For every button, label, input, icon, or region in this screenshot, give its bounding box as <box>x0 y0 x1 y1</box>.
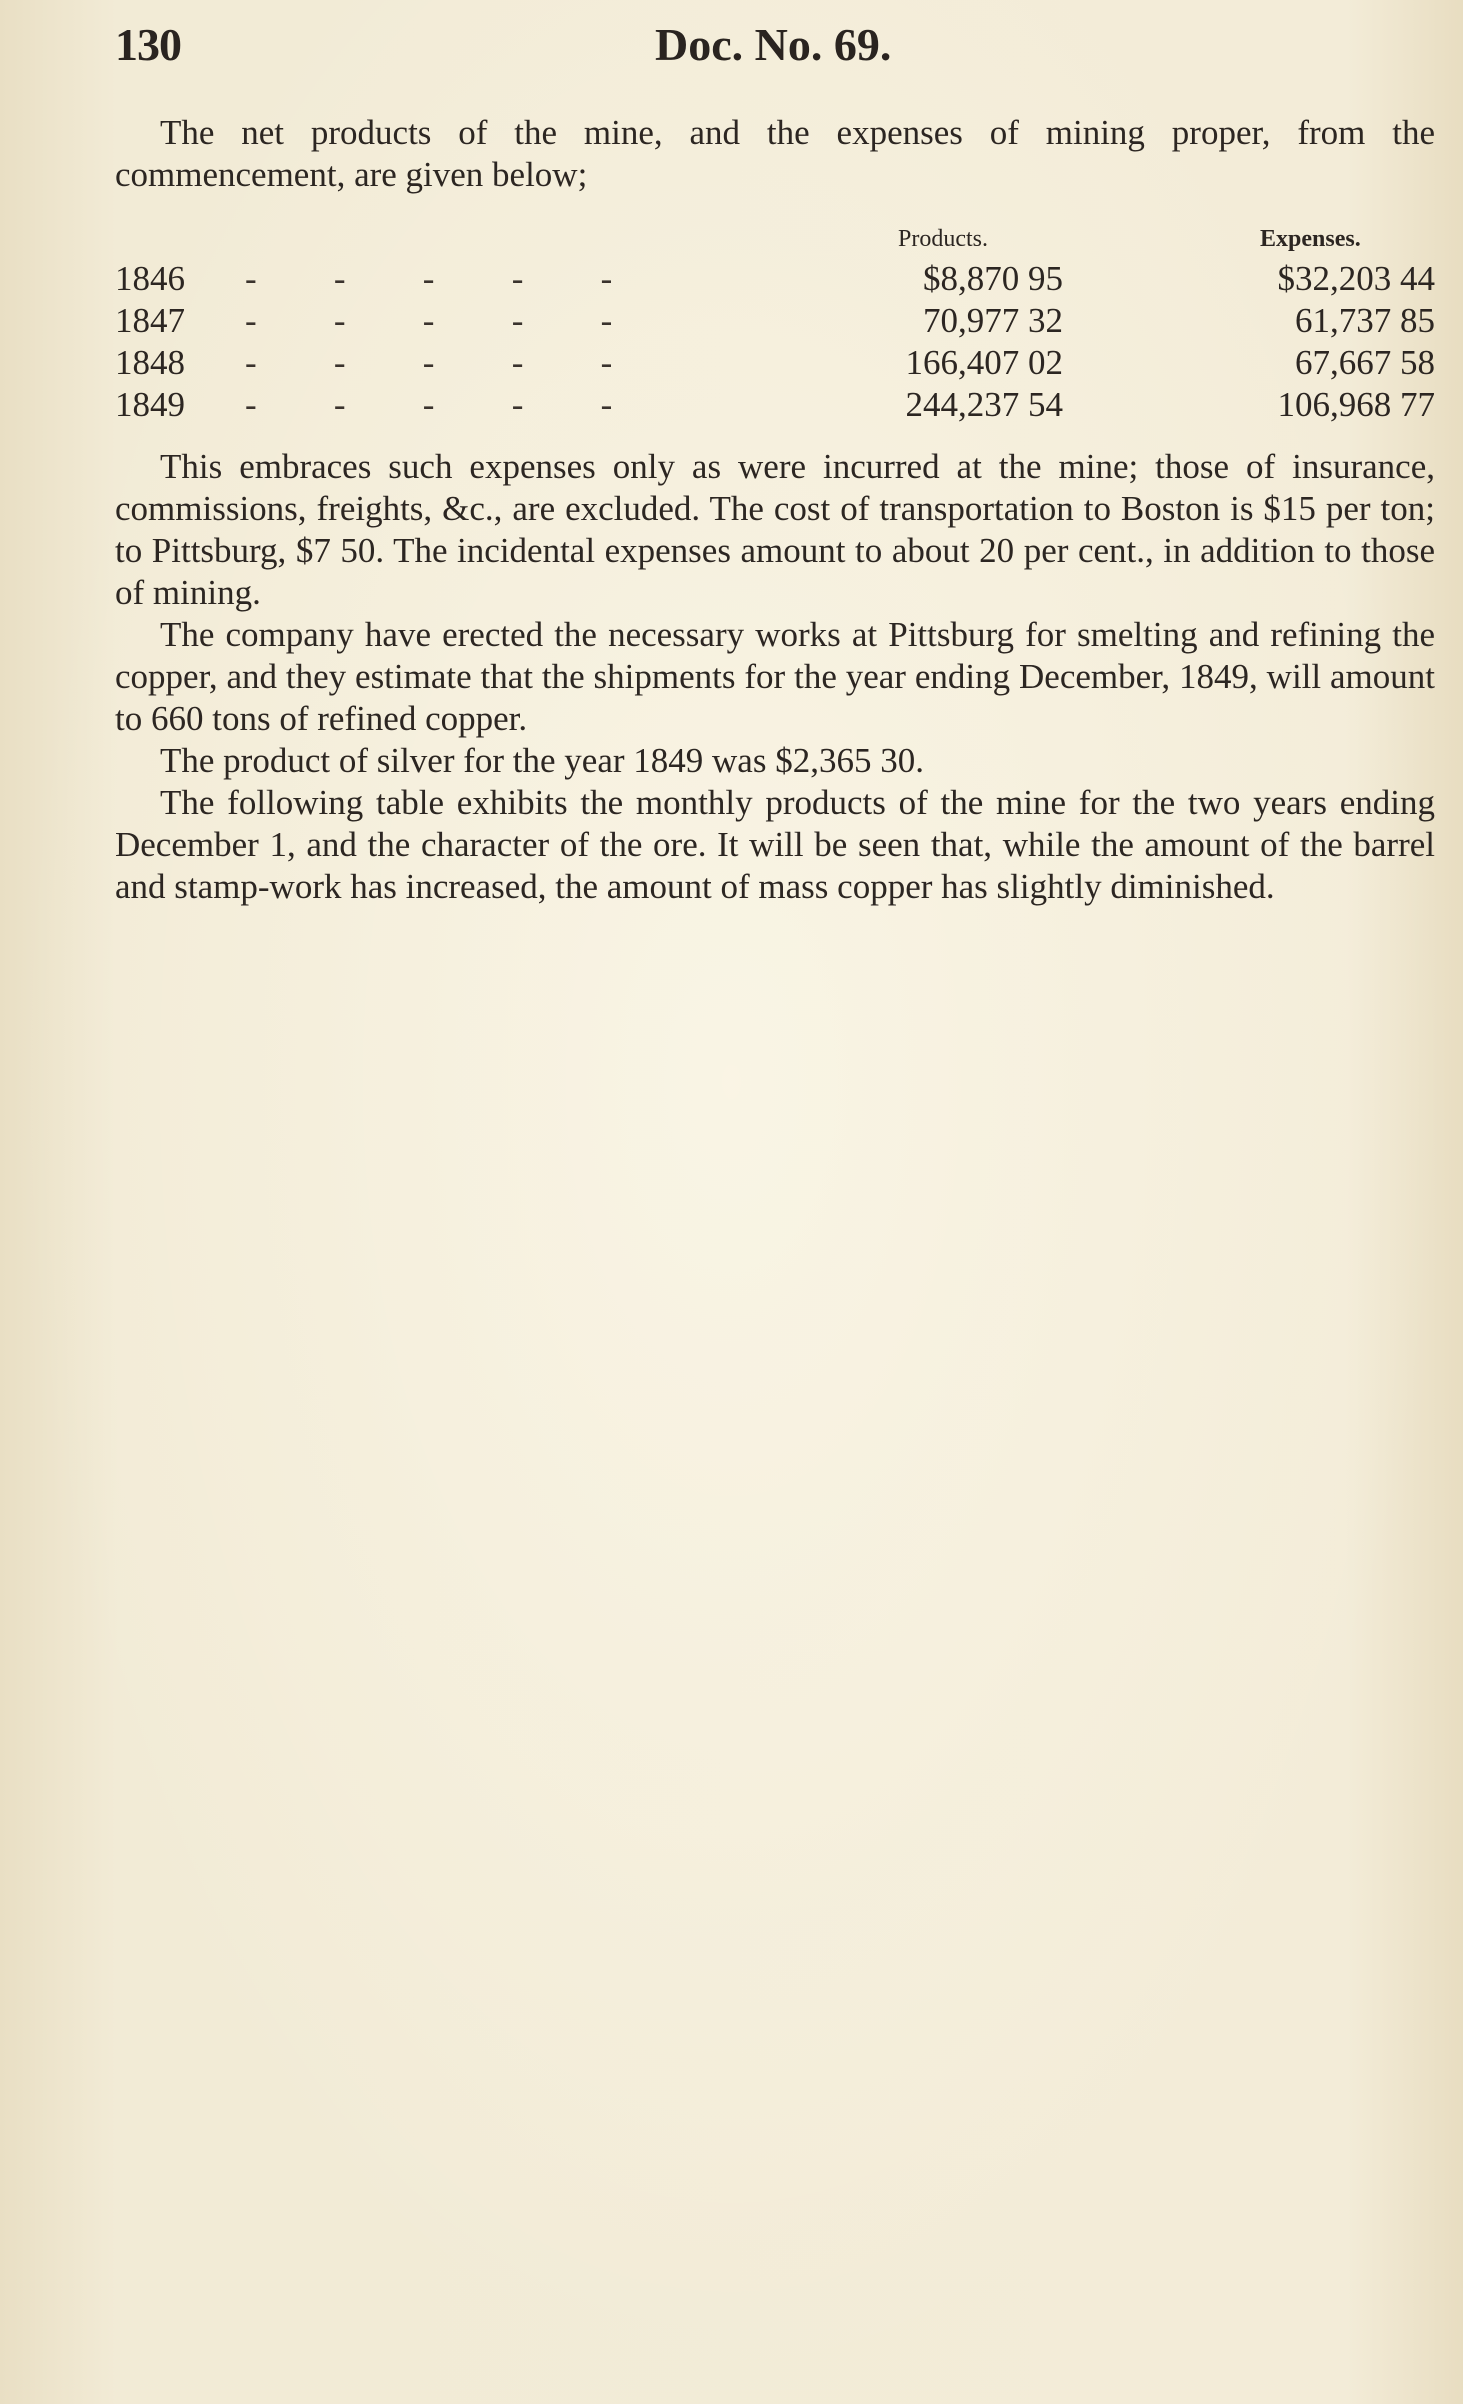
table-row <box>115 342 1435 384</box>
paragraph: The company have erected the necessary works at Pittsburg for smelting and refining the copper, and they estimate that the shipments for the year ending December, 1849, will amount to 660 tons of refined copper. <box>115 615 1435 738</box>
column-header-products: Products. <box>898 226 988 252</box>
products-cell: $8,870 95 <box>923 259 1063 298</box>
page-header <box>115 18 1435 78</box>
dot-leader: - - - - - <box>245 259 615 298</box>
table-row <box>115 384 1435 426</box>
table-row <box>115 258 1435 300</box>
expenses-cell: $32,203 44 <box>1277 259 1435 298</box>
page-number: 130 <box>115 19 181 70</box>
paragraph: This embraces such expenses only as were incurred at the mine; those of insurance, commissions, freights, &c., are excluded. The cost of transportation to Boston is $15 per ton; to Pittsburg, $7 50. The incidental expenses amount to about 20 per cent., in addition to those of mining. <box>115 447 1435 612</box>
products-expenses-table <box>115 222 1435 426</box>
year-cell: 1849 <box>115 385 185 424</box>
body-text <box>115 446 1435 908</box>
intro-paragraph <box>115 112 1435 196</box>
dot-leader: - - - - - <box>245 301 615 340</box>
products-cell: 244,237 54 <box>905 385 1063 424</box>
products-cell: 70,977 32 <box>923 301 1063 340</box>
expenses-cell: 61,737 85 <box>1295 301 1435 340</box>
year-cell: 1847 <box>115 301 185 340</box>
paragraph: The product of silver for the year 1849 was $2,365 30. <box>160 741 924 780</box>
table-row <box>115 300 1435 342</box>
products-cell: 166,407 02 <box>905 343 1063 382</box>
paragraph: The following table exhibits the monthly products of the mine for the two years ending December 1, and the character of the ore. It will be seen that, while the amount of the barrel and stamp-work has increased, the amount of mass copper has slightly diminished. <box>115 783 1435 906</box>
dot-leader: - - - - - <box>245 343 615 382</box>
intro-text: The net products of the mine, and the expenses of mining proper, from the commencement, are given below; <box>115 113 1435 194</box>
expenses-cell: 67,667 58 <box>1295 343 1435 382</box>
dot-leader: - - - - - <box>245 385 615 424</box>
expenses-cell: 106,968 77 <box>1277 385 1435 424</box>
year-cell: 1846 <box>115 259 185 298</box>
table-header-row <box>115 222 1435 258</box>
document-title: Doc. No. 69. <box>655 19 892 70</box>
column-header-expenses: Expenses. <box>1260 226 1361 252</box>
year-cell: 1848 <box>115 343 185 382</box>
